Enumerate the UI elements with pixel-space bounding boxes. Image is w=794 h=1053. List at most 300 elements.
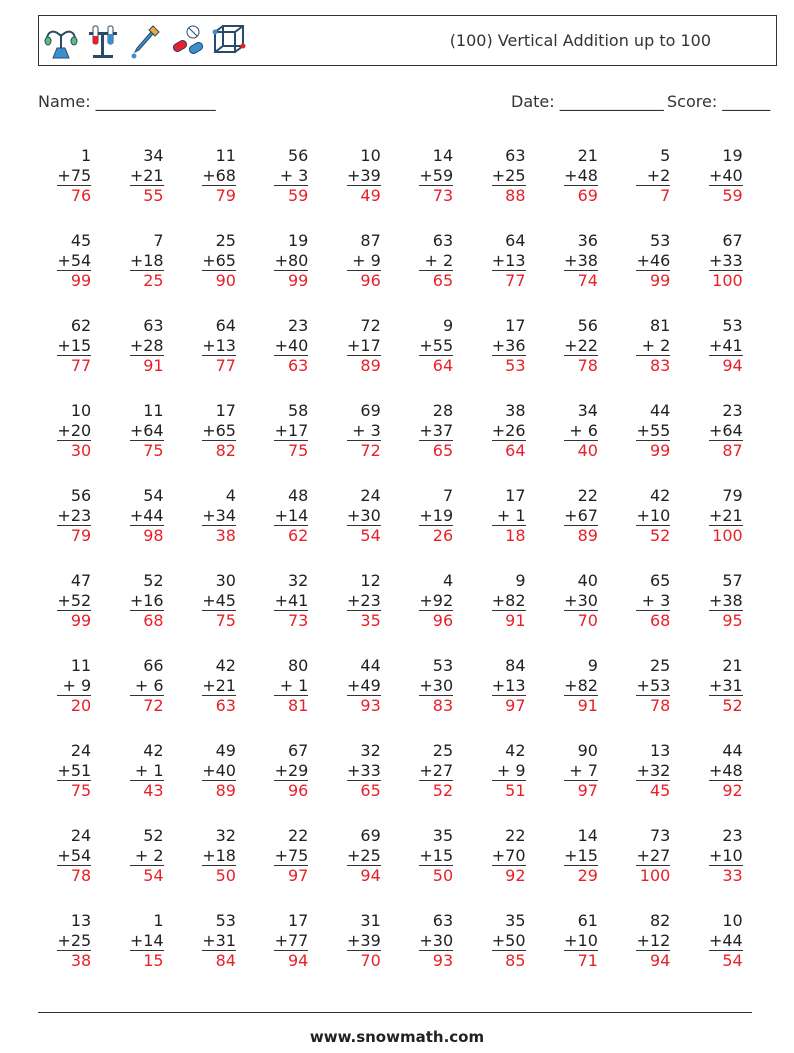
top-addend: 31 — [360, 911, 381, 930]
answer: 99 — [70, 611, 92, 630]
bottom-addend: +31 — [202, 930, 236, 950]
addition-problem — [38, 231, 110, 316]
bottom-addend: + 2 — [636, 336, 670, 357]
problem-stack — [492, 656, 526, 741]
problem-stack — [202, 316, 236, 401]
answer: 98 — [143, 526, 164, 545]
answer: 43 — [143, 781, 164, 800]
bottom-addend: +92 — [419, 590, 454, 610]
problem-stack — [274, 486, 308, 571]
top-addend: 7 — [153, 231, 164, 250]
answer: 83 — [649, 356, 671, 375]
addition-problem — [690, 486, 762, 571]
problem-stack — [419, 231, 453, 316]
bottom-addend: +51 — [57, 760, 92, 780]
addition-problem — [328, 571, 400, 656]
addition-problem — [110, 401, 182, 486]
answer: 100 — [712, 271, 743, 290]
answer: 70 — [577, 611, 598, 630]
bottom-addend: +75 — [274, 845, 309, 865]
addition-problem — [617, 231, 689, 316]
top-addend: 82 — [649, 911, 671, 930]
top-addend: 17 — [505, 316, 526, 335]
bottom-addend: +82 — [491, 590, 526, 610]
problem-stack — [492, 571, 526, 656]
bottom-addend: + 3 — [636, 591, 670, 612]
addition-problem — [472, 826, 544, 911]
bottom-addend: +39 — [346, 930, 381, 950]
problem-stack — [564, 826, 598, 911]
top-addend: 11 — [143, 401, 164, 420]
answer: 53 — [505, 356, 526, 375]
problem-stack — [57, 826, 91, 911]
answer: 73 — [288, 611, 309, 630]
addition-problem — [545, 741, 617, 826]
top-addend: 90 — [577, 741, 598, 760]
bottom-addend: +37 — [419, 420, 454, 440]
bottom-addend: +33 — [346, 760, 381, 780]
top-addend: 28 — [432, 401, 454, 420]
addition-problem — [255, 486, 327, 571]
addition-problem — [328, 231, 400, 316]
problem-stack — [419, 656, 453, 741]
answer: 68 — [143, 611, 164, 630]
addition-problem — [255, 911, 327, 996]
problem-stack — [130, 741, 164, 826]
bottom-addend: + 6 — [564, 421, 598, 442]
addition-problem — [400, 486, 472, 571]
bottom-addend: +30 — [419, 930, 454, 950]
answer: 54 — [360, 526, 381, 545]
problem-stack — [419, 571, 453, 656]
top-addend: 35 — [505, 911, 526, 930]
problem-stack — [274, 231, 308, 316]
addition-problem — [255, 316, 327, 401]
addition-problem — [690, 401, 762, 486]
problem-stack — [492, 486, 526, 571]
answer: 70 — [360, 951, 381, 970]
answer: 99 — [70, 271, 92, 290]
problem-stack — [419, 911, 453, 996]
bottom-addend: +30 — [419, 675, 454, 695]
bottom-addend: + 1 — [492, 506, 526, 527]
addition-problem — [690, 741, 762, 826]
top-addend: 67 — [288, 741, 309, 760]
problem-stack — [709, 826, 743, 911]
answer: 96 — [360, 271, 381, 290]
top-addend: 79 — [722, 486, 743, 505]
addition-problem — [472, 401, 544, 486]
bottom-addend: + 1 — [274, 676, 308, 697]
addition-problem — [472, 741, 544, 826]
bottom-addend: +15 — [419, 845, 454, 865]
bottom-addend: +36 — [491, 335, 526, 355]
problem-stack — [130, 486, 164, 571]
answer: 59 — [722, 186, 743, 205]
answer: 83 — [432, 696, 454, 715]
bottom-addend: +14 — [274, 505, 309, 525]
problem-stack — [57, 146, 91, 231]
top-addend: 69 — [360, 826, 381, 845]
answer: 15 — [143, 951, 164, 970]
bottom-addend: +52 — [57, 590, 92, 610]
problem-stack — [636, 401, 670, 486]
top-addend: 63 — [143, 316, 164, 335]
footer-website: www.snowmath.com — [309, 1028, 485, 1046]
answer: 73 — [432, 186, 454, 205]
bottom-addend: +77 — [274, 930, 309, 950]
addition-problem — [690, 911, 762, 996]
addition-problem — [110, 316, 182, 401]
bottom-addend: +54 — [57, 250, 92, 270]
bottom-addend: +13 — [491, 675, 526, 695]
answer: 85 — [505, 951, 526, 970]
top-addend: 24 — [360, 486, 381, 505]
answer: 81 — [288, 696, 309, 715]
top-addend: 17 — [505, 486, 526, 505]
bottom-addend: +48 — [564, 165, 598, 185]
answer: 45 — [649, 781, 671, 800]
problem-stack — [57, 231, 91, 316]
addition-problem — [400, 741, 472, 826]
addition-problem — [328, 316, 400, 401]
addition-problem — [617, 146, 689, 231]
answer: 49 — [360, 186, 381, 205]
answer: 78 — [577, 356, 598, 375]
answer: 52 — [722, 696, 743, 715]
top-addend: 34 — [577, 401, 598, 420]
problem-stack — [202, 231, 236, 316]
bottom-addend: +21 — [708, 505, 743, 525]
answer: 65 — [432, 271, 454, 290]
problem-stack — [564, 316, 598, 401]
top-addend: 38 — [505, 401, 526, 420]
addition-problem — [472, 911, 544, 996]
problem-stack — [202, 486, 236, 571]
bottom-addend: +25 — [346, 845, 381, 865]
answer: 78 — [649, 696, 671, 715]
problem-stack — [130, 911, 164, 996]
problem-stack — [202, 741, 236, 826]
answer: 64 — [432, 356, 454, 375]
top-addend: 1 — [81, 146, 92, 165]
answer: 99 — [649, 441, 671, 460]
addition-problem — [472, 316, 544, 401]
problem-stack — [347, 316, 381, 401]
addition-problem — [690, 231, 762, 316]
top-addend: 14 — [577, 826, 598, 845]
top-addend: 44 — [360, 656, 381, 675]
top-addend: 58 — [288, 401, 309, 420]
addition-problem — [110, 146, 182, 231]
date-field: Date: _____________ — [511, 92, 664, 111]
bottom-addend: +68 — [202, 165, 236, 185]
bottom-addend: +34 — [202, 505, 236, 525]
problem-stack — [274, 401, 308, 486]
answer: 93 — [360, 696, 381, 715]
answer: 97 — [288, 866, 309, 885]
answer: 91 — [505, 611, 526, 630]
problem-stack — [564, 401, 598, 486]
addition-problem — [183, 741, 255, 826]
top-addend: 47 — [70, 571, 92, 590]
top-addend: 69 — [360, 401, 381, 420]
answer: 7 — [660, 186, 671, 205]
bottom-addend: +28 — [129, 335, 164, 355]
answer: 79 — [215, 186, 236, 205]
answer: 94 — [722, 356, 743, 375]
addition-problem — [255, 656, 327, 741]
answer: 91 — [143, 356, 164, 375]
bottom-addend: +54 — [57, 845, 92, 865]
problem-stack — [492, 826, 526, 911]
bottom-addend: +2 — [636, 166, 670, 187]
bottom-addend: +26 — [491, 420, 526, 440]
bottom-addend: +16 — [129, 590, 164, 610]
top-addend: 32 — [288, 571, 309, 590]
problem-stack — [274, 316, 308, 401]
answer: 95 — [722, 611, 743, 630]
top-addend: 40 — [577, 571, 598, 590]
bottom-addend: +44 — [708, 930, 743, 950]
top-addend: 42 — [143, 741, 164, 760]
bottom-addend: + 9 — [492, 761, 526, 782]
problem-stack — [202, 826, 236, 911]
top-addend: 44 — [649, 401, 671, 420]
addition-problem — [400, 656, 472, 741]
bottom-addend: +19 — [419, 505, 454, 525]
bottom-addend: +21 — [202, 675, 236, 695]
worksheet-title: (100) Vertical Addition up to 100 — [449, 31, 711, 50]
top-addend: 11 — [70, 656, 92, 675]
addition-problem — [617, 741, 689, 826]
answer: 59 — [288, 186, 309, 205]
problem-grid — [38, 146, 762, 996]
addition-problem — [328, 486, 400, 571]
addition-problem — [38, 656, 110, 741]
bottom-addend: +23 — [346, 590, 381, 610]
addition-problem — [255, 401, 327, 486]
addition-problem — [400, 826, 472, 911]
answer: 54 — [143, 866, 164, 885]
problem-stack — [274, 571, 308, 656]
addition-problem — [255, 231, 327, 316]
top-addend: 23 — [288, 316, 309, 335]
top-addend: 56 — [70, 486, 92, 505]
bottom-addend: +32 — [636, 760, 671, 780]
top-addend: 19 — [288, 231, 309, 250]
bottom-addend: + 3 — [274, 166, 308, 187]
bottom-addend: +39 — [346, 165, 381, 185]
top-addend: 63 — [505, 146, 526, 165]
answer: 89 — [215, 781, 236, 800]
problem-stack — [57, 316, 91, 401]
bottom-addend: +59 — [419, 165, 454, 185]
problem-stack — [709, 231, 743, 316]
problem-stack — [564, 656, 598, 741]
bottom-addend: +45 — [202, 590, 236, 610]
addition-problem — [38, 911, 110, 996]
bottom-addend: +22 — [564, 335, 598, 355]
answer: 50 — [432, 866, 454, 885]
addition-problem — [38, 401, 110, 486]
answer: 94 — [360, 866, 381, 885]
answer: 18 — [505, 526, 526, 545]
addition-problem — [38, 741, 110, 826]
problem-stack — [347, 656, 381, 741]
addition-problem — [38, 146, 110, 231]
top-addend: 30 — [215, 571, 236, 590]
addition-problem — [110, 486, 182, 571]
bottom-addend: +15 — [564, 845, 598, 865]
answer: 75 — [288, 441, 309, 460]
top-addend: 72 — [360, 316, 381, 335]
top-addend: 87 — [360, 231, 381, 250]
bottom-addend: +48 — [708, 760, 743, 780]
bottom-addend: +30 — [346, 505, 381, 525]
problem-stack — [202, 656, 236, 741]
addition-problem — [545, 146, 617, 231]
top-addend: 67 — [722, 231, 743, 250]
addition-problem — [183, 656, 255, 741]
answer: 63 — [215, 696, 236, 715]
bottom-addend: +40 — [708, 165, 743, 185]
addition-problem — [38, 571, 110, 656]
top-addend: 84 — [505, 656, 526, 675]
answer: 77 — [505, 271, 526, 290]
addition-problem — [110, 231, 182, 316]
addition-problem — [110, 911, 182, 996]
answer: 76 — [70, 186, 92, 205]
problem-stack — [130, 316, 164, 401]
top-addend: 25 — [215, 231, 236, 250]
answer: 35 — [360, 611, 381, 630]
answer: 52 — [649, 526, 671, 545]
bottom-addend: +41 — [708, 335, 743, 355]
answer: 54 — [722, 951, 743, 970]
answer: 90 — [215, 271, 236, 290]
bottom-addend: +20 — [57, 420, 92, 440]
answer: 65 — [432, 441, 454, 460]
top-addend: 32 — [360, 741, 381, 760]
problem-stack — [57, 911, 91, 996]
top-addend: 22 — [505, 826, 526, 845]
addition-problem — [110, 656, 182, 741]
addition-problem — [328, 146, 400, 231]
addition-problem — [400, 911, 472, 996]
problem-stack — [419, 741, 453, 826]
bottom-addend: +46 — [636, 250, 671, 270]
answer: 71 — [577, 951, 598, 970]
worksheet-header — [38, 15, 777, 66]
top-addend: 12 — [360, 571, 381, 590]
problem-stack — [347, 571, 381, 656]
bottom-addend: +15 — [57, 335, 92, 355]
problem-stack — [347, 911, 381, 996]
top-addend: 13 — [649, 741, 671, 760]
answer: 77 — [70, 356, 92, 375]
addition-problem — [400, 401, 472, 486]
top-addend: 64 — [215, 316, 236, 335]
top-addend: 42 — [505, 741, 526, 760]
top-addend: 1 — [153, 911, 164, 930]
addition-problem — [690, 316, 762, 401]
top-addend: 48 — [288, 486, 309, 505]
top-addend: 52 — [143, 571, 164, 590]
top-addend: 4 — [225, 486, 236, 505]
bottom-addend: +75 — [57, 165, 92, 185]
problem-stack — [492, 316, 526, 401]
answer: 25 — [143, 271, 164, 290]
addition-problem — [690, 656, 762, 741]
answer: 74 — [577, 271, 598, 290]
answer: 69 — [577, 186, 598, 205]
addition-problem — [183, 231, 255, 316]
problem-stack — [492, 911, 526, 996]
top-addend: 5 — [660, 146, 671, 165]
top-addend: 42 — [215, 656, 236, 675]
problem-stack — [57, 656, 91, 741]
top-addend: 42 — [649, 486, 671, 505]
bottom-addend: + 7 — [564, 761, 598, 782]
answer: 40 — [577, 441, 598, 460]
footer-divider — [38, 1012, 752, 1013]
bottom-addend: +41 — [274, 590, 309, 610]
addition-problem — [472, 571, 544, 656]
problem-stack — [564, 231, 598, 316]
addition-problem — [617, 401, 689, 486]
top-addend: 32 — [215, 826, 236, 845]
bottom-addend: +67 — [564, 505, 598, 525]
top-addend: 23 — [722, 826, 743, 845]
top-addend: 64 — [505, 231, 526, 250]
top-addend: 53 — [432, 656, 454, 675]
bottom-addend: +82 — [564, 675, 598, 695]
problem-stack — [274, 741, 308, 826]
answer: 72 — [360, 441, 381, 460]
problem-stack — [57, 741, 91, 826]
top-addend: 21 — [577, 146, 598, 165]
problem-stack — [347, 401, 381, 486]
top-addend: 56 — [577, 316, 598, 335]
addition-problem — [183, 486, 255, 571]
addition-problem — [328, 401, 400, 486]
top-addend: 63 — [432, 911, 454, 930]
bottom-addend: +18 — [129, 250, 164, 270]
top-addend: 22 — [288, 826, 309, 845]
bottom-addend: +29 — [274, 760, 309, 780]
top-addend: 54 — [143, 486, 164, 505]
answer: 92 — [505, 866, 526, 885]
bottom-addend: +10 — [564, 930, 598, 950]
bottom-addend: +55 — [419, 335, 454, 355]
addition-problem — [183, 316, 255, 401]
answer: 51 — [505, 781, 526, 800]
problem-stack — [709, 571, 743, 656]
top-addend: 9 — [442, 316, 454, 335]
problem-stack — [347, 486, 381, 571]
addition-problem — [183, 571, 255, 656]
top-addend: 66 — [143, 656, 164, 675]
problem-stack — [130, 826, 164, 911]
top-addend: 10 — [70, 401, 92, 420]
answer: 94 — [288, 951, 309, 970]
problem-stack — [347, 231, 381, 316]
answer: 97 — [505, 696, 526, 715]
addition-problem — [545, 401, 617, 486]
problem-stack — [709, 486, 743, 571]
bottom-addend: +27 — [419, 760, 454, 780]
